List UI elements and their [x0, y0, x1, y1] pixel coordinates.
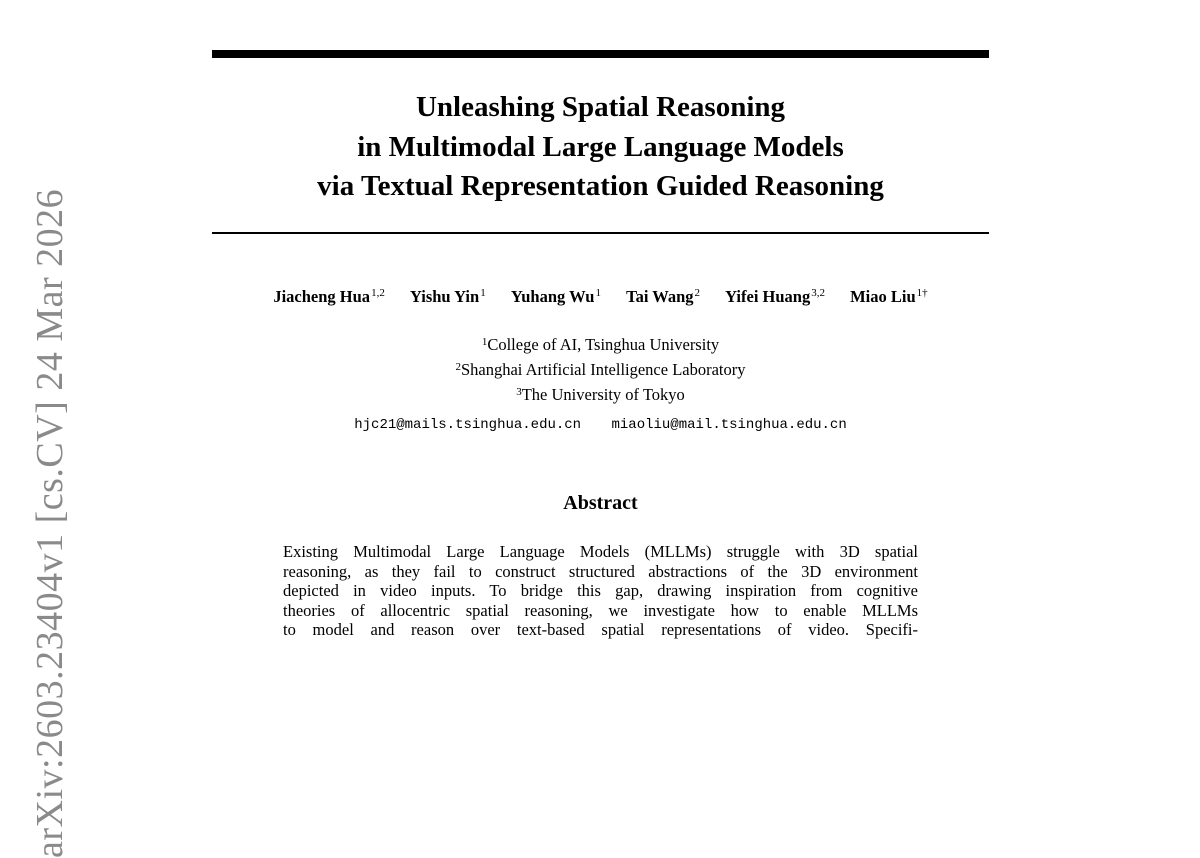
author-affil-mark: 1: [595, 287, 601, 299]
author-affil-mark: 1,2: [371, 287, 385, 299]
title-line: in Multimodal Large Language Models: [357, 130, 844, 163]
title-bottom-rule: [212, 232, 989, 234]
author-name: Yifei Huang: [725, 287, 811, 306]
affiliation-name: College of AI, Tsinghua University: [487, 335, 720, 354]
arxiv-stamp: arXiv:2603.23404v1 [cs.CV] 24 Mar 2026: [29, 188, 71, 858]
author-name: Yuhang Wu: [510, 287, 595, 306]
title-line: via Textual Representation Guided Reasoning: [317, 170, 884, 202]
author-affil-mark: 1: [480, 287, 486, 299]
title-top-rule: [212, 50, 989, 58]
author: [850, 287, 928, 307]
title-line: Unleashing Spatial Reasoning: [415, 91, 786, 123]
abstract-line: reasoning, as they fail to construct structured abstractions of the 3D environment: [283, 561, 918, 581]
email: miaoliu@mail.tsinghua.edu.cn: [611, 417, 847, 433]
author-name: Miao Liu: [850, 287, 916, 306]
abstract-line: depicted in video inputs. To bridge this gap, drawing inspiration from cognitive: [283, 581, 918, 601]
author-name: Yishu Yin: [409, 287, 480, 306]
affiliation-name: The University of Tokyo: [521, 385, 685, 404]
author-name: Tai Wang: [626, 287, 694, 306]
affiliation-mark: 1: [481, 336, 488, 348]
abstract-line: Existing Multimodal Large Language Models (MLLMs) struggle with 3D spatial: [283, 542, 918, 561]
abstract-heading: Abstract: [563, 492, 638, 514]
affiliation: [212, 331, 989, 356]
author: [626, 287, 700, 307]
author: [725, 287, 825, 307]
email: hjc21@mails.tsinghua.edu.cn: [354, 417, 582, 433]
affiliation: [212, 381, 989, 406]
author-affil-mark: 3,2: [811, 287, 825, 299]
author-list: [212, 287, 989, 307]
abstract-line: to model and reason over text-based spatial representations of video. Specifi-: [283, 620, 918, 640]
author-name: Jiacheng Hua: [273, 287, 371, 306]
contact-emails: [212, 417, 989, 433]
paper-title: [212, 88, 989, 207]
affiliation: [212, 356, 989, 381]
abstract-body: [283, 542, 918, 640]
affiliation-mark: 2: [455, 361, 461, 373]
affiliations: [212, 331, 989, 406]
author: [410, 287, 486, 307]
abstract-line: theories of allocentric spatial reasoning, we investigate how to enable MLLMs: [283, 600, 918, 620]
author: [511, 287, 601, 307]
affiliation-name: Shanghai Artificial Intelligence Laboratory: [460, 360, 746, 379]
author-affil-mark: 1†: [916, 287, 928, 299]
author-affil-mark: 2: [694, 287, 700, 299]
affiliation-mark: 3: [516, 386, 522, 398]
author: [273, 287, 384, 307]
